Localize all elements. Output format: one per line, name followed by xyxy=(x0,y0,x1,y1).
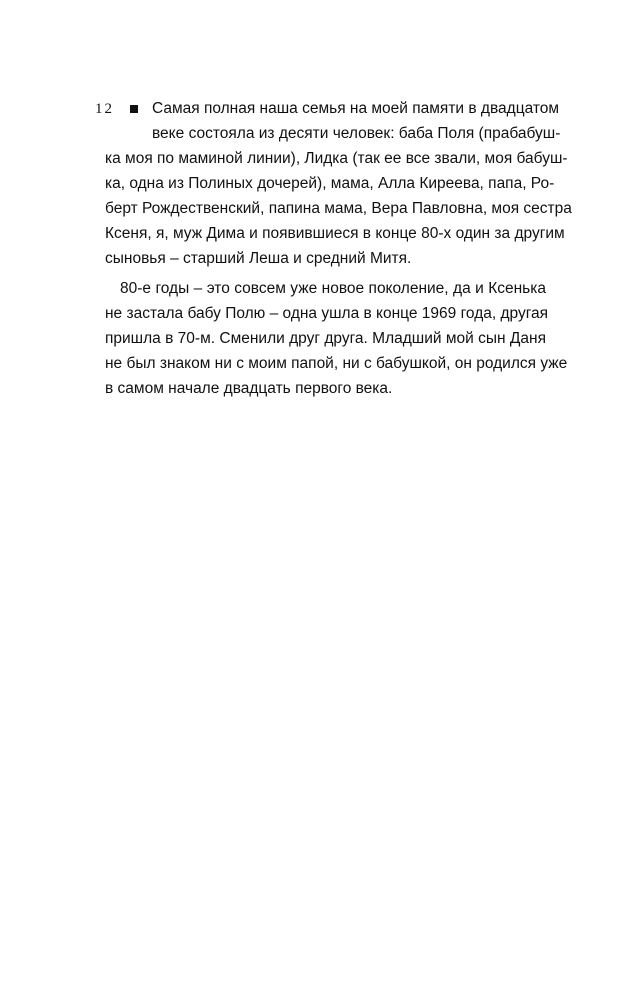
page-number: 12 xyxy=(95,101,114,117)
text-line: в самом начале двадцать первого века. xyxy=(105,380,393,397)
text-line: не был знаком ни с моим папой, ни с бабушкой, он родился уже xyxy=(105,355,568,372)
text-line: не застала бабу Полю – одна ушла в конце 1969 года, другая xyxy=(105,305,549,322)
text-line: Самая полная наша семья на моей памяти в двадцатом xyxy=(152,100,560,117)
text-line: веке состояла из десяти человек: баба Поля (прабабуш- xyxy=(152,125,561,142)
text-line: ка, одна из Полиных дочерей), мама, Алла Киреева, папа, Ро- xyxy=(105,175,555,192)
text-line: 80-е годы – это совсем уже новое поколение, да и Ксенька xyxy=(120,280,546,297)
text-line: берт Рождественский, папина мама, Вера Павловна, моя сестра xyxy=(105,200,572,217)
text-line: сыновья – старший Леша и средний Митя. xyxy=(105,250,412,267)
text-line: ка моя по маминой линии), Лидка (так ее все звали, моя бабуш- xyxy=(105,150,568,167)
text-line: Ксеня, я, муж Дима и появившиеся в конце 80-х один за другим xyxy=(105,225,565,242)
text-line: пришла в 70-м. Сменили друг друга. Младший мой сын Даня xyxy=(105,330,546,347)
square-bullet-icon xyxy=(130,105,138,113)
